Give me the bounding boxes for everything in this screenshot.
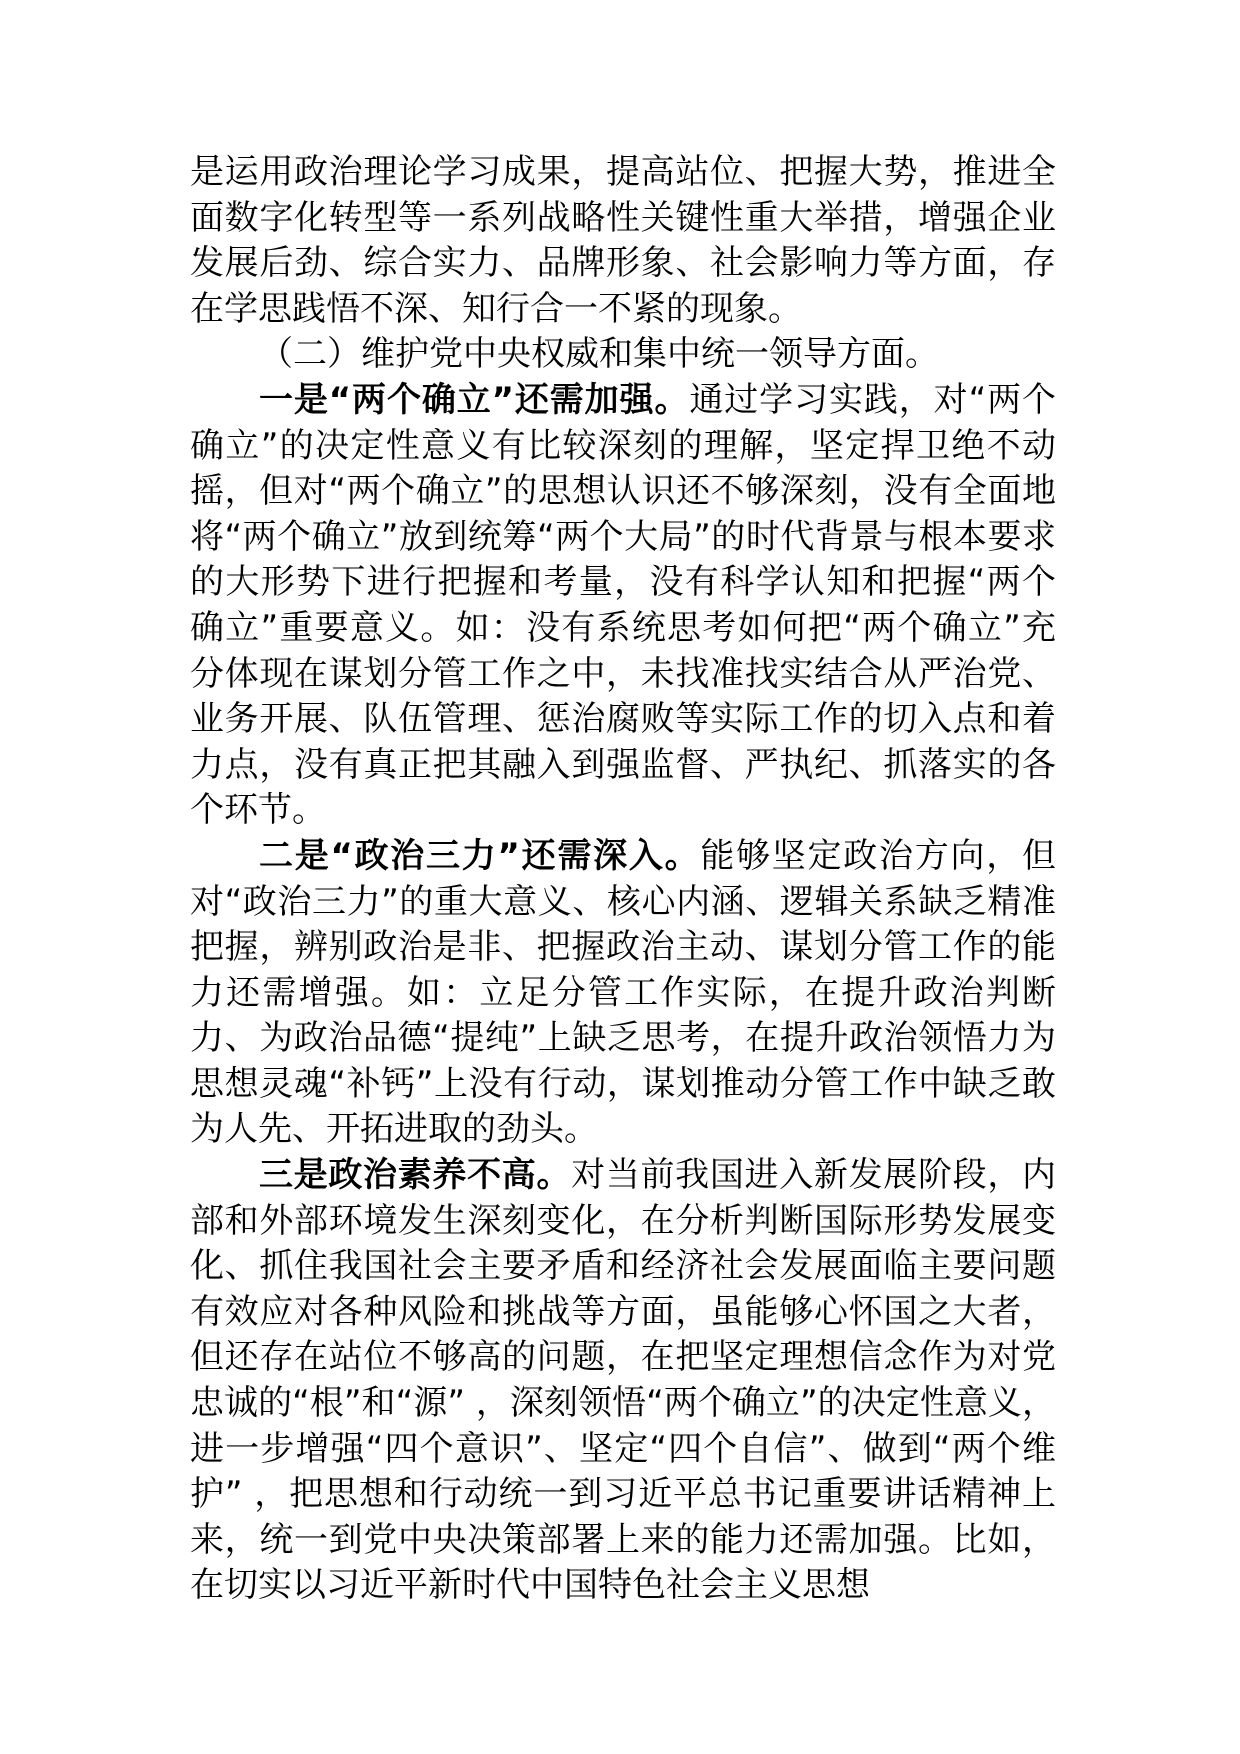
- point-3-text: 对当前我国进入新发展阶段，内部和外部环境发生深刻变化，在分析判断国际形势发展变化、抓住我国社会主要矛盾和经济社会发展面临主要问题有效应对各种风险和挑战等方面，虽能够心怀国之大者，但还存在站位不够高的问题，在把坚定理想信念作为对党忠诚的“根”和“源” ，深刻领悟“两个确立”的决定性意义，进一步增强“四个意识”、坚定“四个自信”、做到“两个维护” ，把思想和行动统一到习近平总书记重要讲话精神上来，统一到党中央决策部署上来的能力还需加强。比如，在切实以习近平新时代中国特色社会主义思想: [190, 1155, 1057, 1606]
- document-body: [190, 150, 1056, 1609]
- paragraph-point-2: [190, 834, 1056, 1153]
- section-heading-text: （二）维护党中央权威和集中统一领导方面。: [259, 334, 939, 375]
- point-3-lead: 三是政治素养不高。: [259, 1155, 572, 1196]
- point-2-lead: 二是“政治三力”还需深入。: [259, 835, 701, 876]
- paragraph-point-1: [190, 378, 1056, 834]
- paragraph-point-3: [190, 1153, 1056, 1609]
- point-2-text: 能够坚定政治方向，但对“政治三力”的重大意义、核心内涵、逻辑关系缺乏精准把握，辨别政治是非、把握政治主动、谋划分管工作的能力还需增强。如：立足分管工作实际，在提升政治判断力、为政治品德“提纯”上缺乏思考，在提升政治领悟力为思想灵魂“补钙”上没有行动，谋划推动分管工作中缺乏敢为人先、开拓进取的劲头。: [190, 835, 1056, 1150]
- point-1-text: 通过学习实践，对“两个确立”的决定性意义有比较深刻的理解，坚定捍卫绝不动摇，但对“两个确立”的思想认识还不够深刻，没有全面地将“两个确立”放到统筹“两个大局”的时代背景与根本要求的大形势下进行把握和考量，没有科学认知和把握“两个确立”重要意义。如：没有系统思考如何把“两个确立”充分体现在谋划分管工作之中，未找准找实结合从严治党、业务开展、队伍管理、惩治腐败等实际工作的切入点和着力点，没有真正把其融入到强监督、严执纪、抓落实的各个环节。: [190, 379, 1056, 831]
- paragraph-continuation: [190, 150, 1056, 332]
- point-1-lead: 一是“两个确立”还需加强。: [259, 379, 690, 420]
- section-heading: [190, 332, 1056, 378]
- paragraph-text: 是运用政治理论学习成果，提高站位、把握大势，推进全面数字化转型等一系列战略性关键性重大举措，增强企业发展后劲、综合实力、品牌形象、社会影响力等方面，存在学思践悟不深、知行合一不紧的现象。: [190, 152, 1056, 329]
